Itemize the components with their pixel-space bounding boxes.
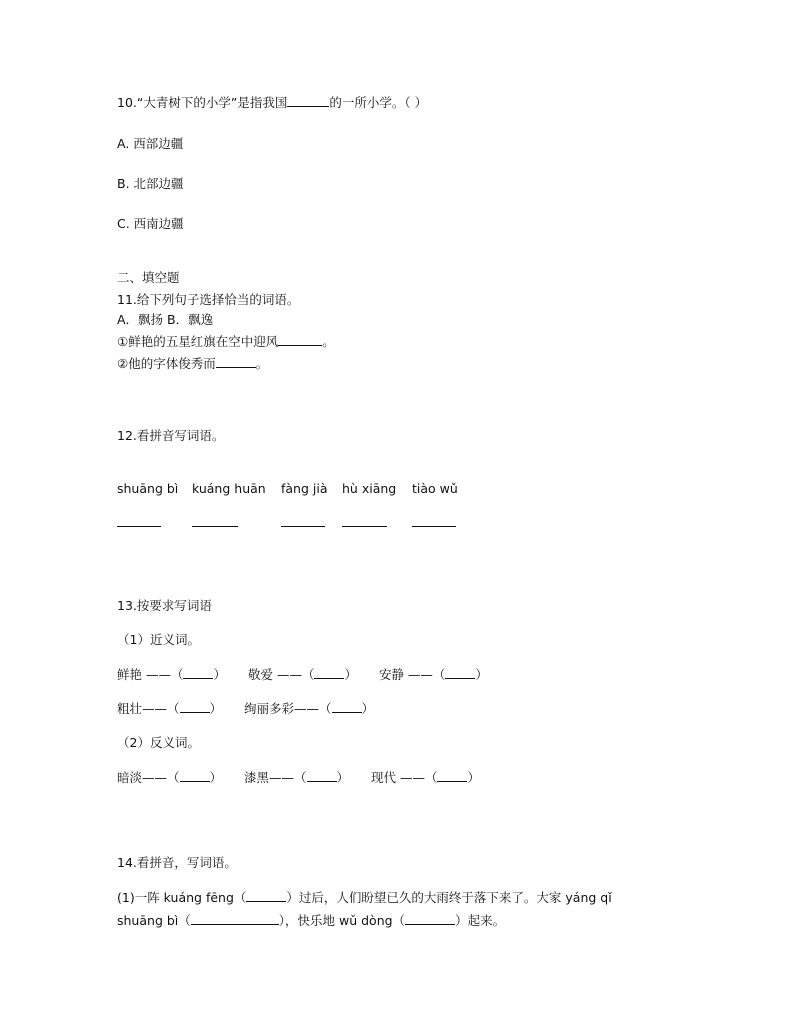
q14-l2-text-c: ）起来。 [455, 913, 506, 928]
q14-l1-text-a: (1)一阵 kuáng fēng（ [117, 890, 247, 905]
q13-row1-a-close: ） [213, 667, 226, 682]
q12-stem: 12.看拼音写词语。 [117, 428, 225, 443]
q13-row2-a-blank[interactable] [180, 700, 210, 713]
q13-row1-c-close: ） [475, 667, 488, 682]
q12-pinyin-1: shuāng bì [117, 481, 179, 496]
q14-stem: 14.看拼音，写词语。 [117, 855, 237, 870]
q11-sentence-1 [117, 333, 335, 350]
q14-line-2 [117, 912, 505, 929]
q13-row1-c-blank[interactable] [445, 666, 475, 679]
q12-answer-line-4[interactable] [342, 526, 387, 527]
q10-option-b[interactable]: B. 北部边疆 [117, 176, 184, 191]
section-title: 二、填空题 [117, 270, 180, 285]
q14-l1-blank[interactable] [246, 889, 286, 902]
q12-pinyin-row [0, 481, 794, 497]
q11-stem: 11.给下列句子选择恰当的词语。 [117, 292, 300, 307]
q13-stem: 13.按要求写词语 [117, 598, 212, 613]
q11-s1-end: 。 [322, 334, 335, 349]
q13-row1-b-label: 敬爱 ——（ [247, 667, 315, 682]
q13-sub1: （1）近义词。 [117, 632, 200, 647]
q13-sub2: （2）反义词。 [117, 735, 200, 750]
q13-row2-b-blank[interactable] [332, 700, 362, 713]
q13-row1-b-close: ） [344, 667, 357, 682]
q11-s2-blank[interactable] [216, 355, 256, 368]
q13-row1-a-label: 鲜艳 ——（ [117, 667, 184, 682]
q13-row3-c-close: ） [467, 770, 480, 785]
q12-answer-line-3[interactable] [281, 526, 325, 527]
q14-l2-text-b: ），快乐地 wǔ dòng（ [278, 913, 406, 928]
q12-pinyin-5: tiào wǔ [412, 481, 458, 496]
q13-row3-c-label: 现代 ——（ [371, 770, 438, 785]
q13-row2-b-close: ） [361, 701, 375, 716]
q13-row3-b-close: ） [336, 770, 350, 785]
q13-row1-b-blank[interactable] [314, 666, 344, 679]
q14-l2-text-a: shuāng bì（ [117, 913, 191, 928]
q14-l2-blank-2[interactable] [405, 912, 455, 925]
q13-row3-a-label: 暗淡——（ [117, 770, 180, 785]
q12-answer-line-2[interactable] [192, 526, 238, 527]
q10-stem-text-before: 10.“大青树下的小学”是指我国 [117, 95, 288, 110]
q13-row3 [117, 769, 480, 786]
q12-answer-line-5[interactable] [412, 526, 456, 527]
q11-s2-end: 。 [255, 356, 269, 371]
q13-row2-b-label: 绚丽多彩——（ [244, 701, 332, 716]
q12-answer-row [0, 526, 794, 528]
q13-row2-a-close: ） [209, 701, 223, 716]
q12-answer-line-1[interactable] [117, 526, 161, 527]
q13-row2 [117, 700, 374, 717]
q13-row3-b-label: 漆黑——（ [244, 770, 307, 785]
q10-stem [117, 94, 427, 111]
q11-s1-blank[interactable] [278, 333, 322, 346]
q14-l2-blank-1[interactable] [191, 912, 279, 925]
q13-row2-a-label: 粗壮——（ [117, 701, 180, 716]
q13-row3-a-close: ） [209, 770, 223, 785]
q13-row1 [117, 666, 488, 683]
q12-pinyin-3: fàng jià [281, 481, 328, 496]
q11-sentence-2 [117, 355, 268, 372]
q12-pinyin-2: kuáng huān [192, 481, 266, 496]
q11-s2-text: ②他的字体俊秀而 [117, 356, 216, 371]
q11-s1-text: ①鲜艳的五星红旗在空中迎风 [117, 334, 279, 349]
q13-row3-a-blank[interactable] [180, 769, 210, 782]
q13-row1-c-label: 安静 ——（ [378, 667, 446, 682]
q12-pinyin-4: hù xiāng [342, 481, 397, 496]
q13-row1-a-blank[interactable] [183, 666, 213, 679]
q13-row3-b-blank[interactable] [307, 769, 337, 782]
q10-blank[interactable] [287, 94, 329, 107]
q10-option-a[interactable]: A. 西部边疆 [117, 136, 184, 151]
q13-row3-c-blank[interactable] [437, 769, 467, 782]
q10-stem-text-after: 的一所小学。（ ） [329, 95, 428, 110]
q11-choices: A．飘扬 B．飘逸 [117, 312, 214, 327]
q10-option-c[interactable]: C. 西南边疆 [117, 216, 184, 231]
q14-l1-text-b: ）过后，人们盼望已久的大雨终于落下来了。大家 yáng qǐ [286, 890, 612, 905]
q14-line-1 [117, 889, 612, 906]
